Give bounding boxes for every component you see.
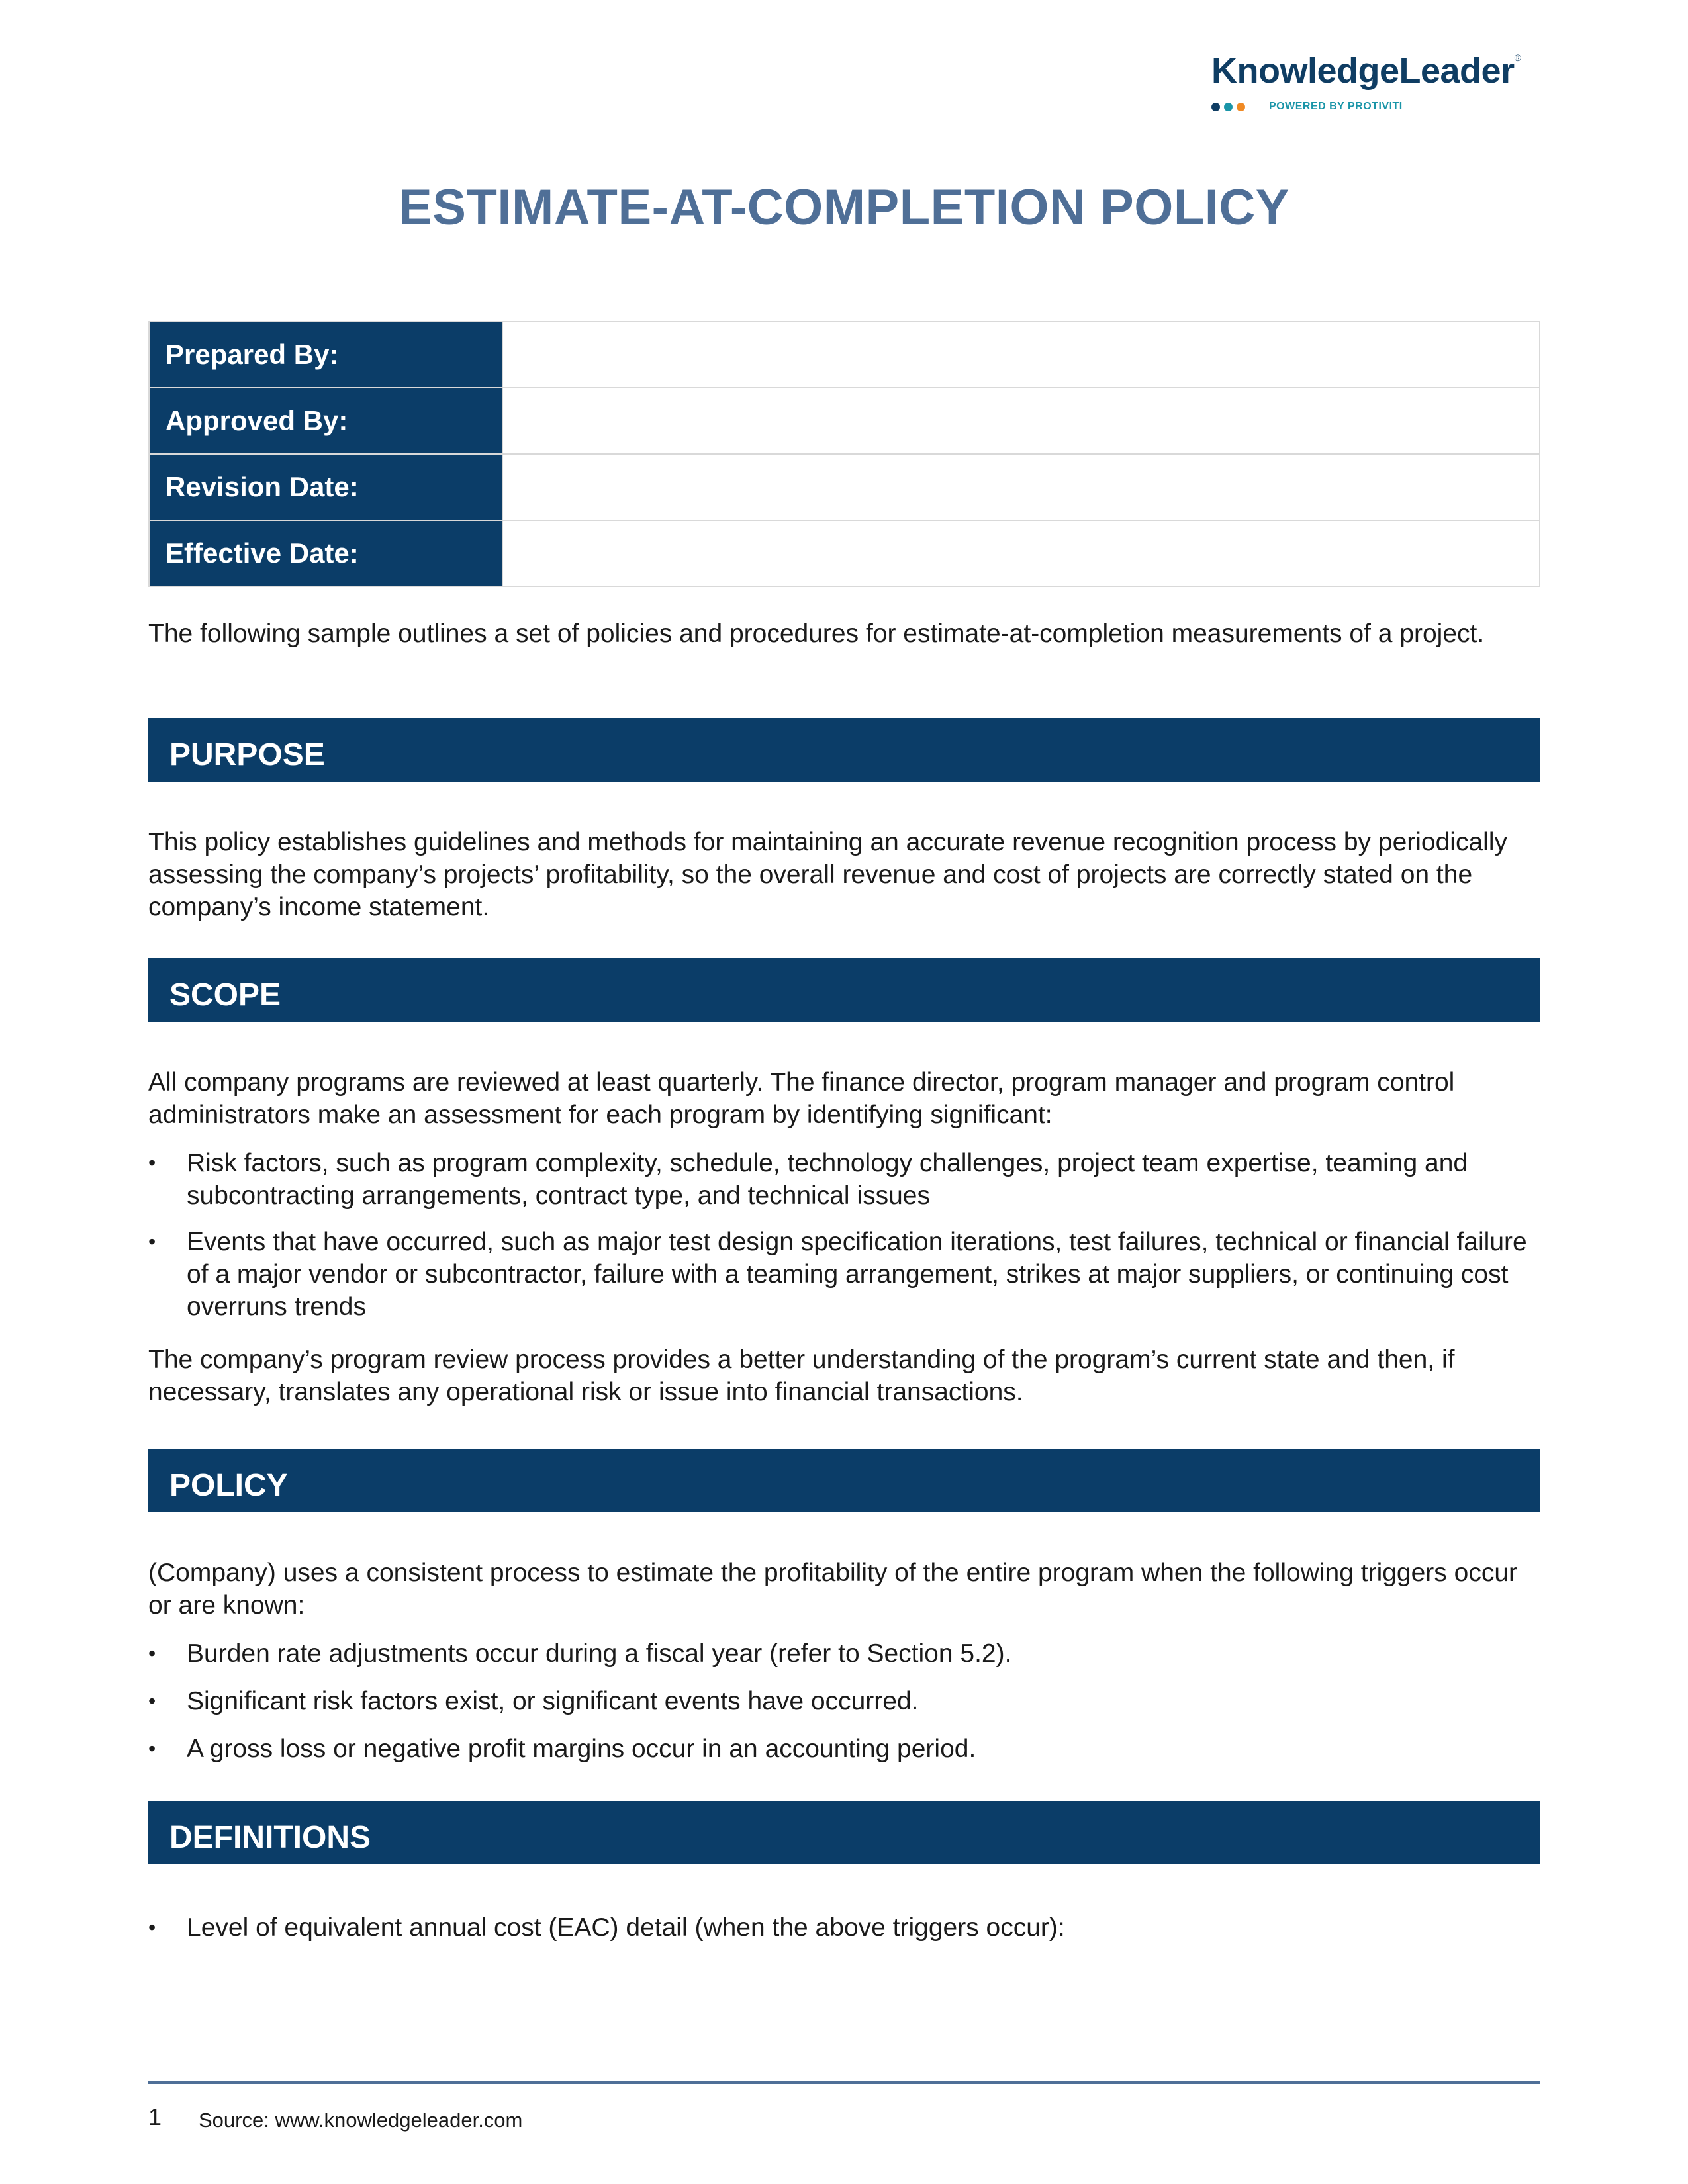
list-item xyxy=(148,1147,1542,1212)
list-item xyxy=(148,1226,1542,1323)
bullet-icon: • xyxy=(148,1737,156,1760)
bullet-icon: • xyxy=(148,1151,156,1175)
policy-heading: POLICY xyxy=(148,1449,1540,1512)
document-info-table xyxy=(148,321,1540,587)
list-item xyxy=(148,1637,1542,1670)
teal-dot-icon xyxy=(1224,103,1233,111)
table-row xyxy=(149,322,1540,388)
policy-intro-paragraph: (Company) uses a consistent process to estimate the profitability of the entire program when the following triggers occur or are known: xyxy=(148,1559,1517,1619)
prepared-by-label: Prepared By: xyxy=(149,322,502,388)
footer-divider xyxy=(148,2081,1540,2084)
definitions-bullet-text: Level of equivalent annual cost (EAC) detail (when the above triggers occur): xyxy=(187,1913,1065,1942)
list-item xyxy=(148,1685,1542,1717)
knowledgeleader-logo xyxy=(1211,53,1542,126)
logo-wordmark: KnowledgeLeader xyxy=(1211,51,1515,91)
source-link[interactable]: Source: www.knowledgeleader.com xyxy=(199,2109,523,2132)
policy-bullet-text: Burden rate adjustments occur during a fiscal year (refer to Section 5.2). xyxy=(187,1639,1012,1668)
revision-date-label: Revision Date: xyxy=(149,454,502,520)
list-item xyxy=(148,1733,1542,1765)
logo-tagline-row xyxy=(1211,101,1542,113)
definitions-heading: DEFINITIONS xyxy=(148,1801,1540,1864)
approved-by-value[interactable] xyxy=(502,388,1540,454)
bullet-icon: • xyxy=(148,1230,156,1253)
approved-by-label: Approved By: xyxy=(149,388,502,454)
orange-dot-icon xyxy=(1237,103,1245,111)
policy-bullet-text: A gross loss or negative profit margins occur in an accounting period. xyxy=(187,1735,976,1763)
effective-date-value[interactable] xyxy=(502,520,1540,586)
scope-closing-paragraph: The company’s program review process provides a better understanding of the program’s current state and then, if necessary, translates any operational risk or issue into financial transactions. xyxy=(148,1345,1455,1406)
prepared-by-value[interactable] xyxy=(502,322,1540,388)
scope-bullet-text: Events that have occurred, such as major test design specification iterations, test failures, technical or financial failure of a major vendor or subcontractor, failure with a teaming arrangement, strikes at major suppliers, or continuing cost overruns trends xyxy=(187,1228,1527,1321)
bullet-icon: • xyxy=(148,1689,156,1713)
bullet-icon: • xyxy=(148,1915,156,1939)
logo-tagline: POWERED BY PROTIVITI xyxy=(1269,101,1403,112)
navy-dot-icon xyxy=(1211,103,1220,111)
registered-mark-icon: ® xyxy=(1514,52,1521,63)
bullet-icon: • xyxy=(148,1641,156,1665)
list-item xyxy=(148,1911,1542,1944)
document-title: ESTIMATE-AT-COMPLETION POLICY xyxy=(399,179,1289,236)
table-row xyxy=(149,388,1540,454)
intro-paragraph: The following sample outlines a set of policies and procedures for estimate-at-completion measurements of a project. xyxy=(148,619,1485,648)
purpose-heading: PURPOSE xyxy=(148,718,1540,782)
effective-date-label: Effective Date: xyxy=(149,520,502,586)
scope-heading: SCOPE xyxy=(148,958,1540,1022)
table-row xyxy=(149,454,1540,520)
revision-date-value[interactable] xyxy=(502,454,1540,520)
page-number: 1 xyxy=(148,2103,162,2130)
scope-bullet-text: Risk factors, such as program complexity, schedule, technology challenges, project team expertise, teaming and subcontracting arrangements, contract type, and technical issues xyxy=(187,1149,1468,1210)
purpose-paragraph: This policy establishes guidelines and methods for maintaining an accurate revenue recognition process by periodically assessing the company’s projects’ profitability, so the overall revenue and cost of projects are correctly stated on the company’s income statement. xyxy=(148,828,1507,921)
scope-intro-paragraph: All company programs are reviewed at least quarterly. The finance director, program manager and program control administrators make an assessment for each program by identifying significant: xyxy=(148,1068,1455,1129)
policy-bullet-text: Significant risk factors exist, or significant events have occurred. xyxy=(187,1687,919,1715)
table-row xyxy=(149,520,1540,586)
